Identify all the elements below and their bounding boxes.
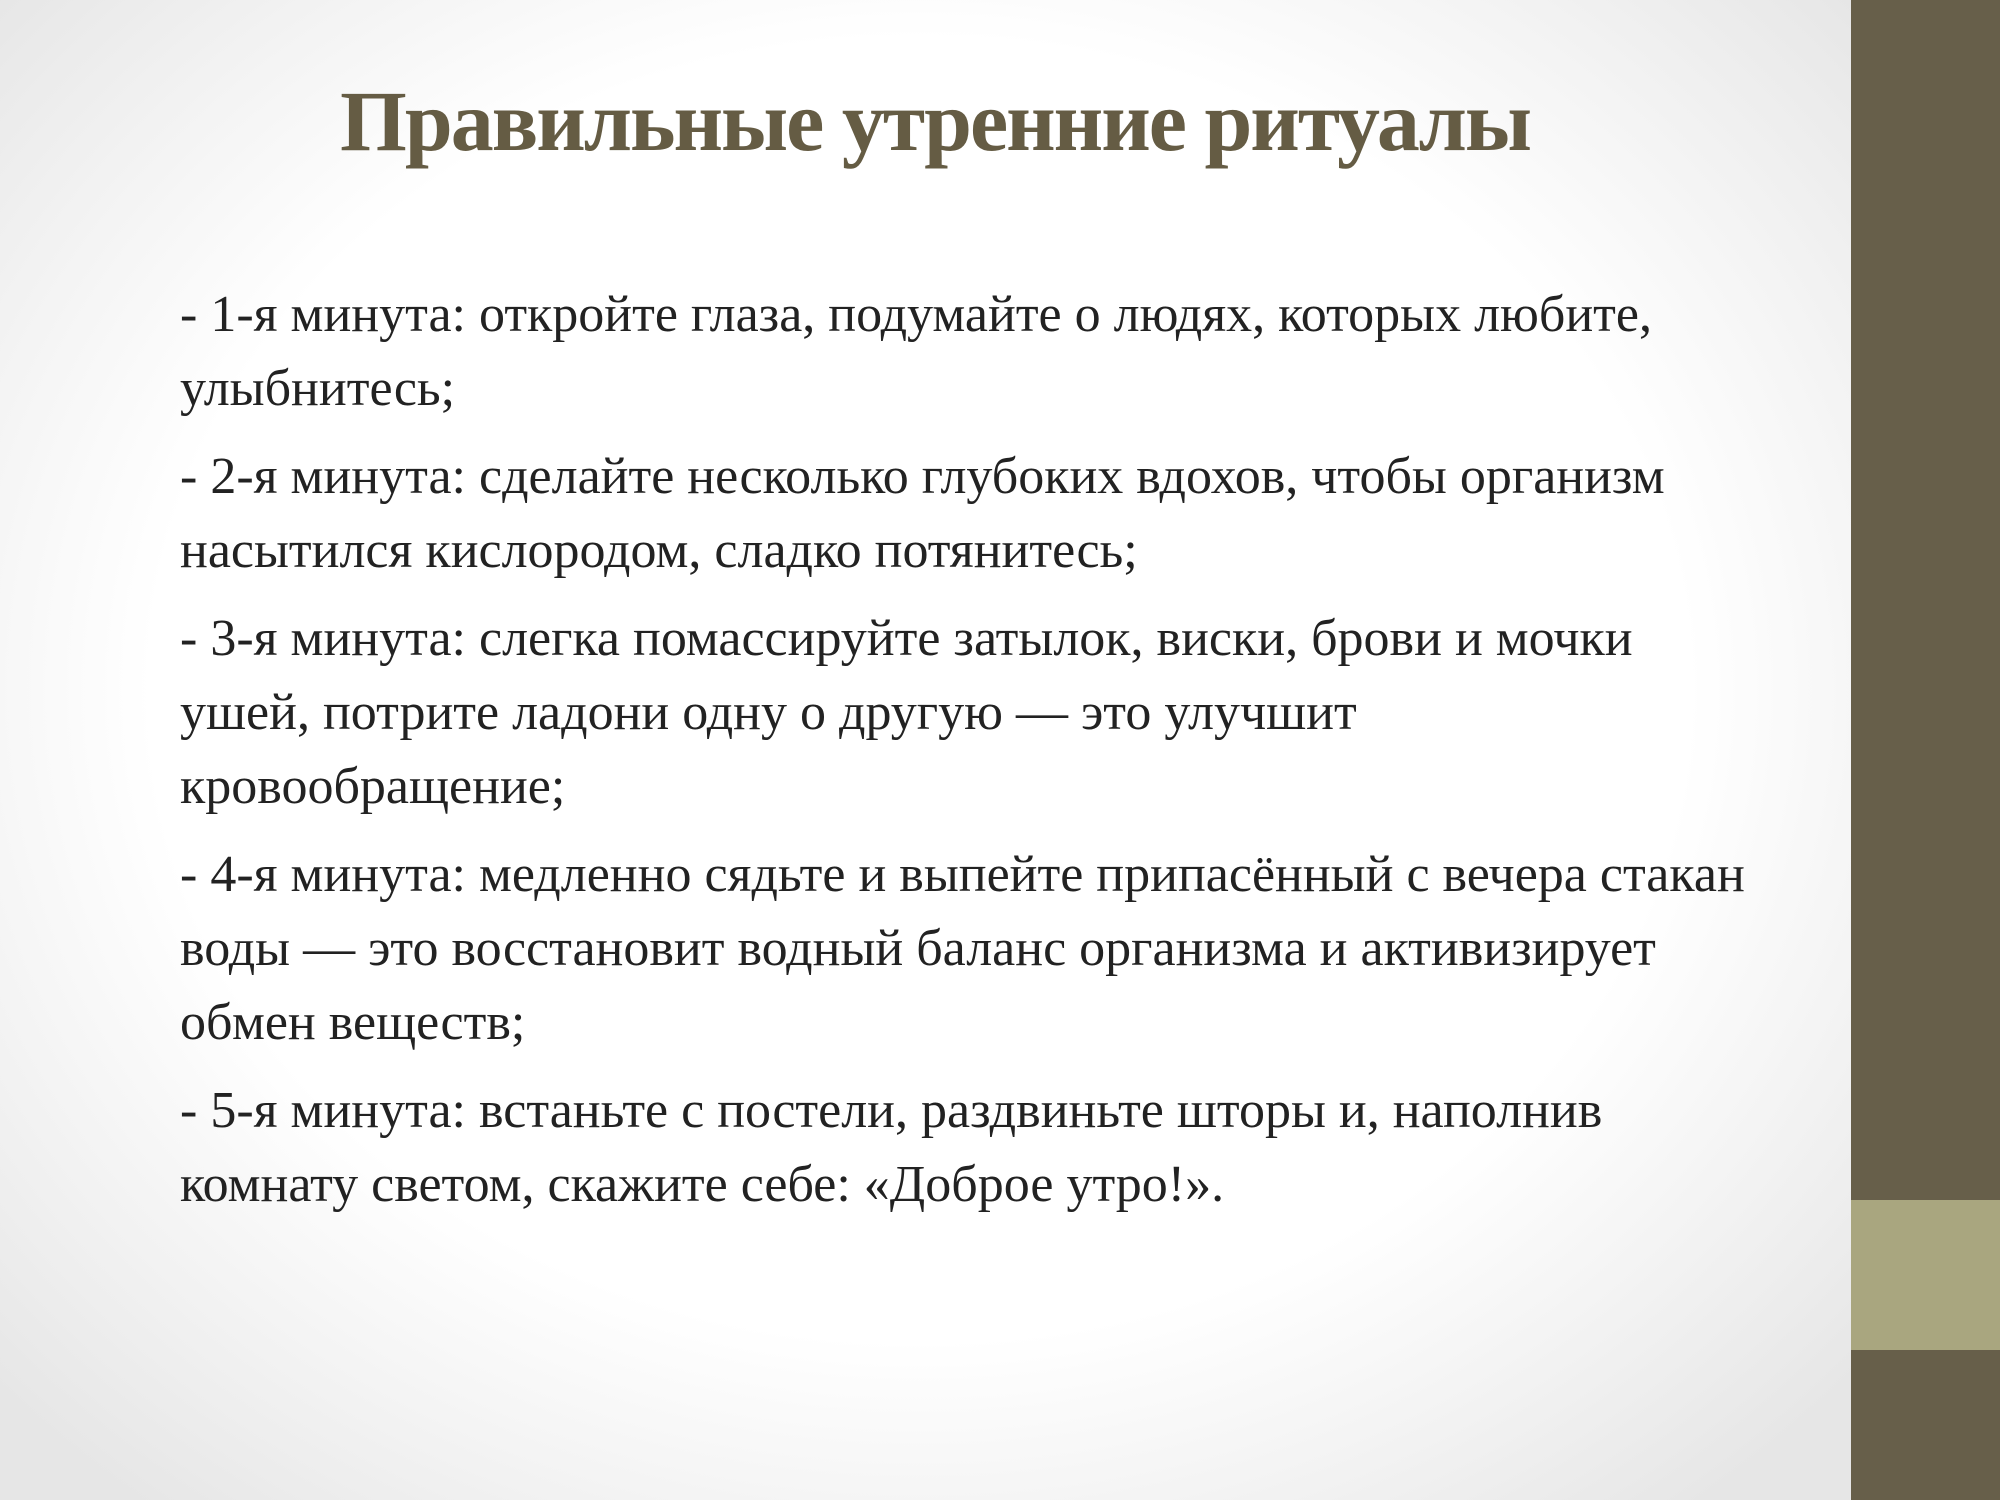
slide-body (180, 278, 1750, 1236)
slide-title: Правильные утренние ритуалы (340, 73, 1530, 169)
paragraph-minute-1: - 1-я минута: откройте глаза, подумайте о людях, которых любите, улыбнитесь; (180, 286, 1652, 417)
paragraph-minute-5: - 5-я минута: встаньте с постели, раздвиньте шторы и, наполнив комнату светом, скажите себе: «Доброе утро!». (180, 1082, 1603, 1213)
paragraph-minute-4: - 4-я минута: медленно сядьте и выпейте припасённый с вечера стакан воды — это восстановит водный баланс организма и активизирует обмен веществ; (180, 846, 1745, 1051)
paragraph-minute-2: - 2-я минута: сделайте несколько глубоких вдохов, чтобы организм насытился кислородом, сладко потянитесь; (180, 448, 1665, 579)
paragraph-minute-3: - 3-я минута: слегка помассируйте затылок, виски, брови и мочки ушей, потрите ладони одну о другую — это улучшит кровообращение; (180, 610, 1633, 815)
sidebar-accent-band (1851, 1200, 2000, 1350)
decorative-sidebar (1851, 0, 2000, 1500)
